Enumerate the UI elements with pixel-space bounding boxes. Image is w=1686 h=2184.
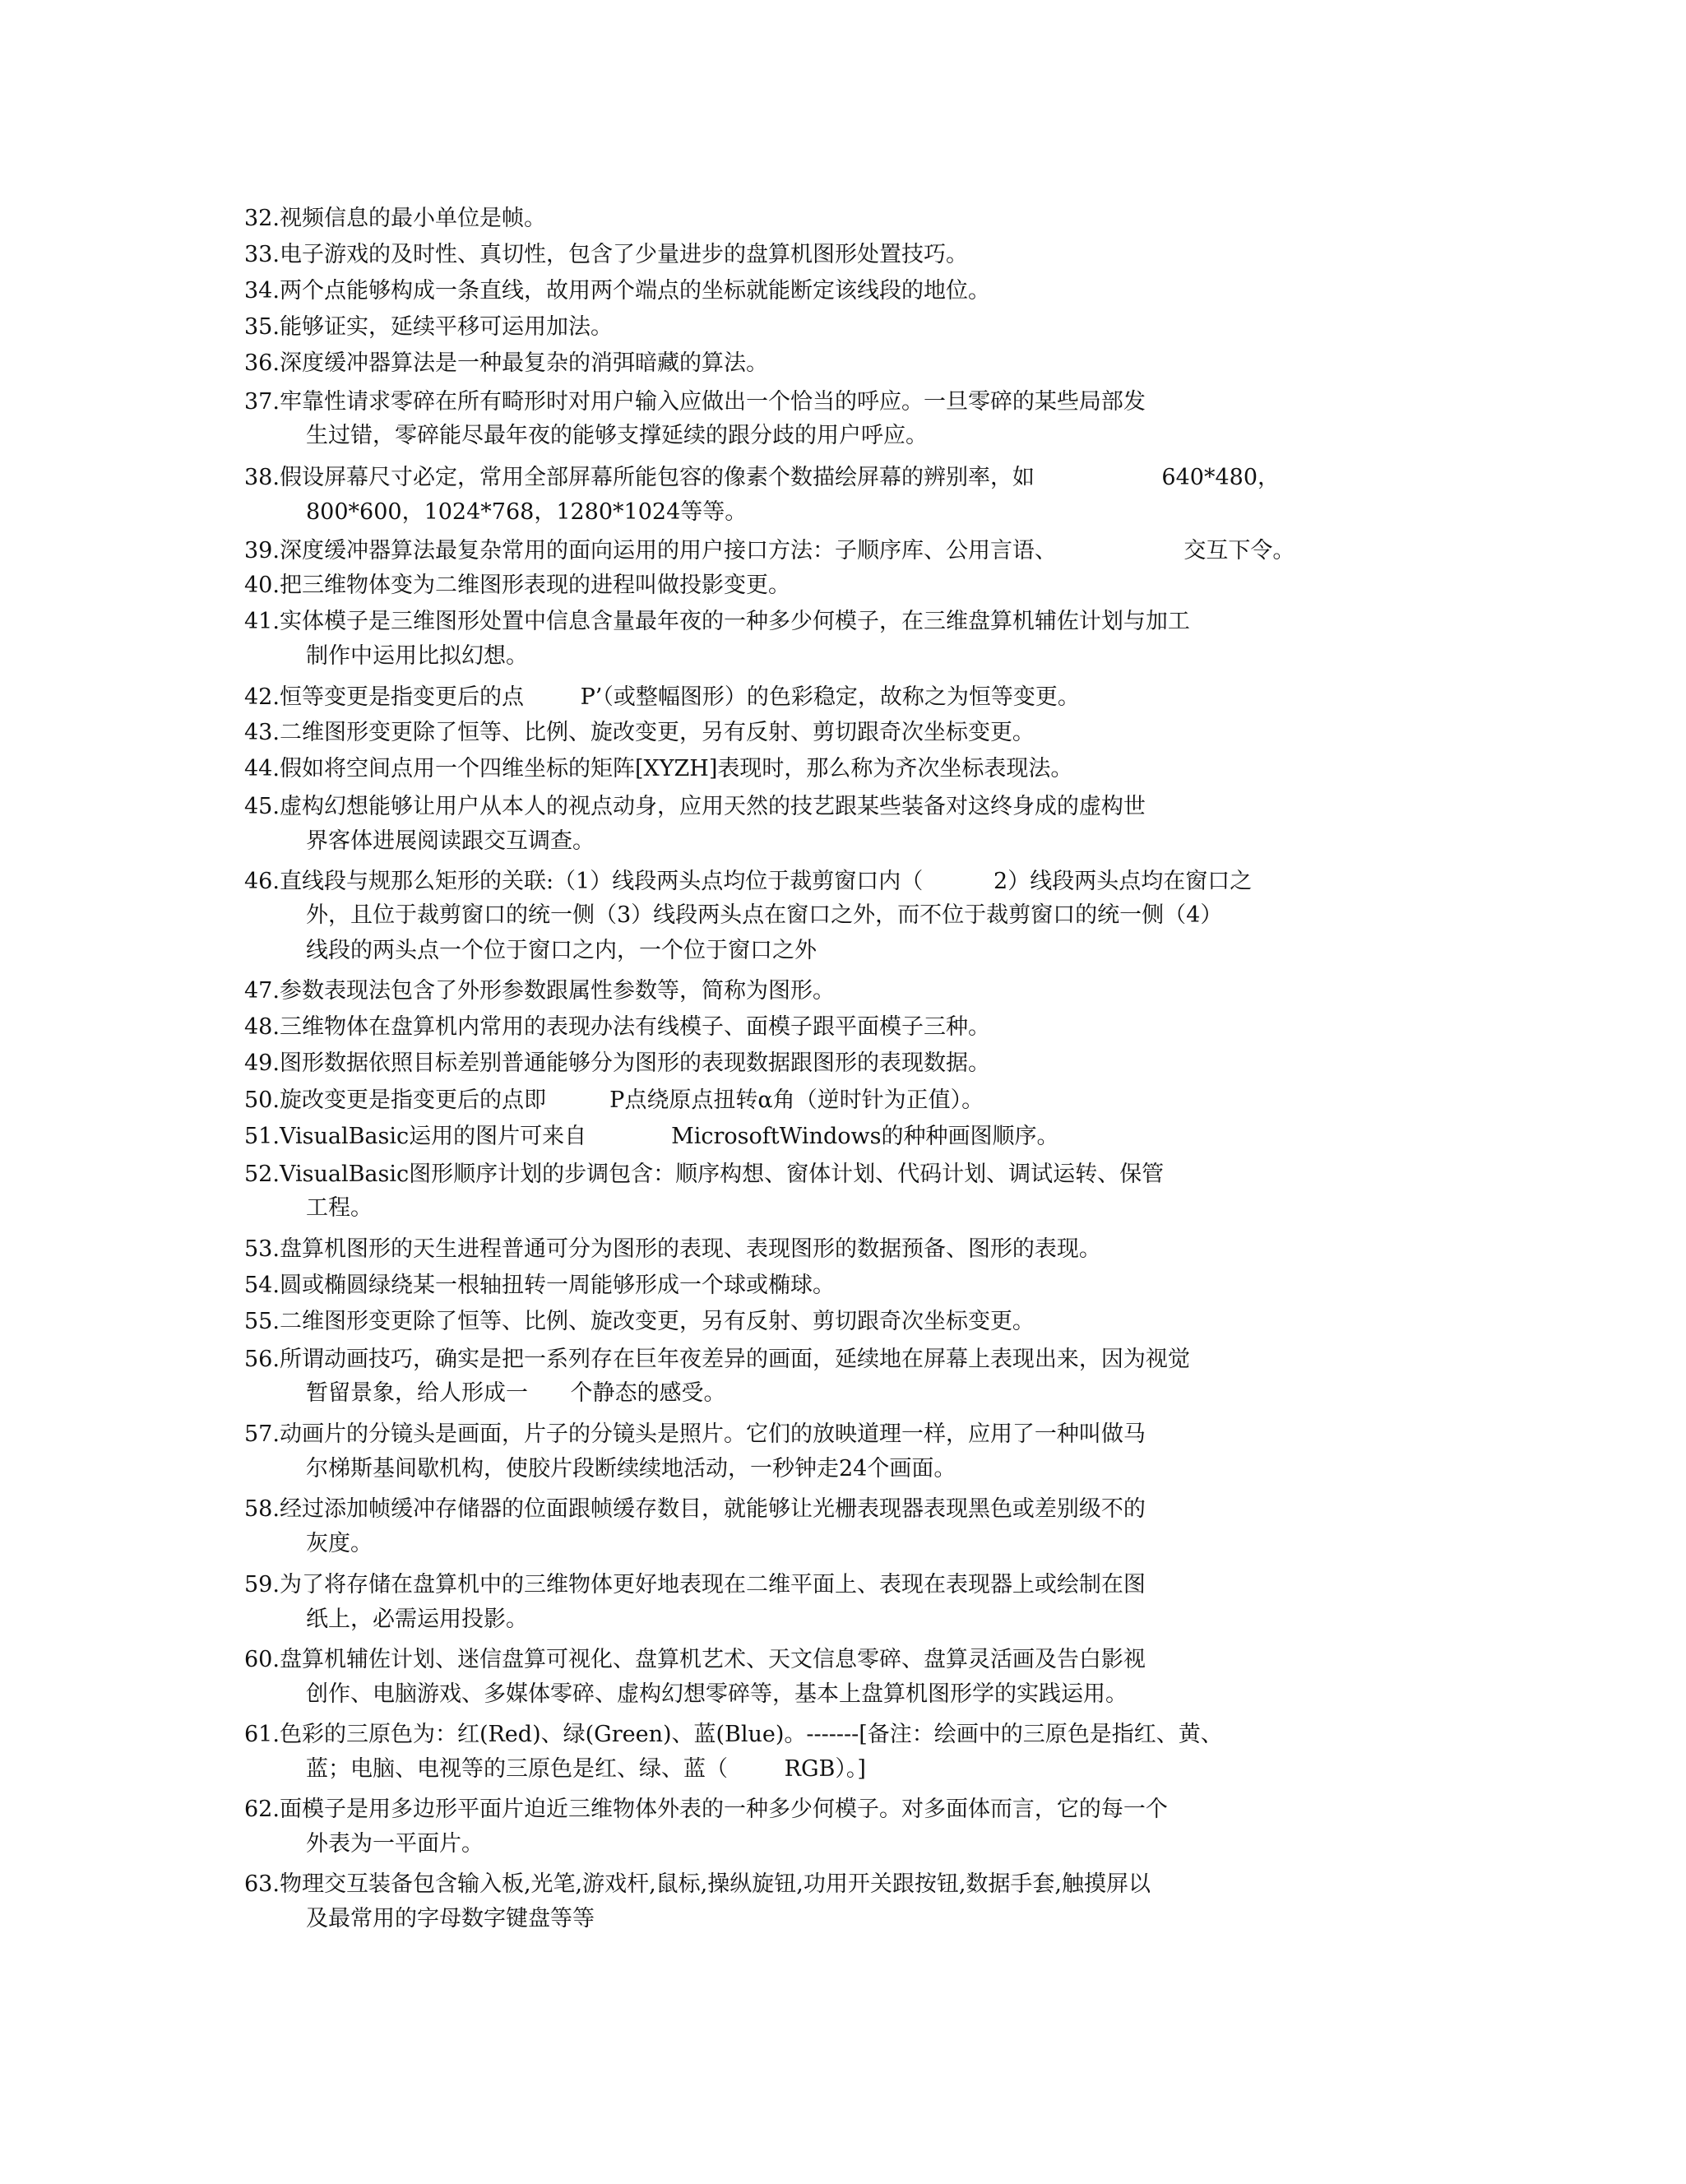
text-line: 生过错，零碎能尽最年夜的能够支撑延续的跟分歧的用户呼应。 — [306, 423, 928, 448]
text-line: 55.二维图形变更除了恒等、比例、旋改变更，另有反射、剪切跟奇次坐标变更。 — [244, 1309, 1035, 1334]
text-line: 59.为了将存储在盘算机中的三维物体更好地表现在二维平面上、表现在表现器上或绘制在图 — [244, 1572, 1146, 1597]
text-line: 56.所谓动画技巧，确实是把一系列存在巨年夜差异的画面，延续地在屏幕上表现出来，因为视觉 — [244, 1347, 1190, 1372]
text-line: 60.盘算机辅佐计划、迷信盘算可视化、盘算机艺术、天文信息零碎、盘算灵活画及告白影视 — [244, 1647, 1146, 1672]
text-line: 外，且位于裁剪窗口的统一侧（3）线段两头点在窗口之外，而不位于裁剪窗口的统一侧（4） — [306, 902, 1223, 928]
text-line: 63.物理交互装备包含输入板,光笔,游戏杆,鼠标,操纵旋钮,功用开关跟按钮,数据手套,触摸屏以 — [244, 1871, 1151, 1897]
text-line: 外表为一平面片。 — [306, 1831, 484, 1857]
text-line: 43.二维图形变更除了恒等、比例、旋改变更，另有反射、剪切跟奇次坐标变更。 — [244, 720, 1035, 745]
text-line: 40.把三维物体变为二维图形表现的进程叫做投影变更。 — [244, 573, 790, 598]
text-line: 45.虚构幻想能够让用户从本人的视点动身，应用天然的技艺跟某些装备对这终身成的虚构世 — [244, 794, 1146, 819]
text-line: 纸上，必需运用投影。 — [306, 1607, 528, 1632]
text-line: 线段的两头点一个位于窗口之内，一个位于窗口之外 — [306, 938, 817, 963]
text-line: 39.深度缓冲器算法最复杂常用的面向运用的用户接口方法：子顺序库、公用言语、 交互下令。 — [244, 538, 1295, 563]
text-line: 界客体进展阅读跟交互调查。 — [306, 828, 595, 854]
text-line: 创作、电脑游戏、多媒体零碎、虚构幻想零碎等，基本上盘算机图形学的实践运用。 — [306, 1681, 1128, 1707]
text-line: 32.视频信息的最小单位是帧。 — [244, 206, 546, 231]
text-line: 35.能够证实，延续平移可运用加法。 — [244, 314, 613, 340]
text-line: 44.假如将空间点用一个四维坐标的矩阵[XYZH]表现时，那么称为齐次坐标表现法。 — [244, 756, 1073, 781]
text-line: 54.圆或椭圆绿绕某一根轴扭转一周能够形成一个球或椭球。 — [244, 1273, 835, 1298]
text-line: 62.面模子是用多边形平面片迫近三维物体外表的一种多少何模子。对多面体而言，它的每一个 — [244, 1797, 1168, 1822]
text-line: 蓝；电脑、电视等的三原色是红、绿、蓝（ RGB）。] — [306, 1756, 866, 1782]
text-line: 49.图形数据依照目标差别普通能够分为图形的表现数据跟图形的表现数据。 — [244, 1050, 990, 1076]
text-line: 61.色彩的三原色为：红(Red)、绿(Green)、蓝(Blue)。-------[备注：绘画中的三原色是指红、黄、 — [244, 1722, 1223, 1747]
text-line: 41.实体模子是三维图形处置中信息含量最年夜的一种多少何模子，在三维盘算机辅佐计划与加工 — [244, 609, 1190, 634]
text-line: 48.三维物体在盘算机内常用的表现办法有线模子、面模子跟平面模子三种。 — [244, 1014, 990, 1040]
text-line: 46.直线段与规那么矩形的关联:（1）线段两头点均位于裁剪窗口内（ 2）线段两头点均在窗口之 — [244, 869, 1253, 894]
text-line: 42.恒等变更是指变更后的点 P’（或整幅图形）的色彩稳定，故称之为恒等变更。 — [244, 684, 1080, 710]
text-line: 52.VisualBasic图形顺序计划的步调包含：顺序构想、窗体计划、代码计划、调试运转、保管 — [244, 1162, 1165, 1187]
text-line: 及最常用的字母数字键盘等等 — [306, 1906, 595, 1931]
text-line: 58.经过添加帧缓冲存储器的位面跟帧缓存数目，就能够让光栅表现器表现黑色或差别级不的 — [244, 1496, 1146, 1522]
text-line: 50.旋改变更是指变更后的点即 P点绕原点扭转α角（逆时针为正值）。 — [244, 1087, 984, 1113]
text-line: 51.VisualBasic运用的图片可来自 MicrosoftWindows的种种画图顺序。 — [244, 1124, 1059, 1149]
text-line: 38.假设屏幕尺寸必定，常用全部屏幕所能包容的像素个数描绘屏幕的辨别率，如 640*480， — [244, 465, 1280, 490]
text-line: 尔梯斯基间歇机构，使胶片段断续续地活动，一秒钟走24个画面。 — [306, 1456, 956, 1482]
text-line: 37.牢靠性请求零碎在所有畸形时对用户输入应做出一个恰当的呼应。一旦零碎的某些局部发 — [244, 389, 1146, 415]
text-line: 33.电子游戏的及时性、真切性，包含了少量进步的盘算机图形处置技巧。 — [244, 242, 968, 267]
text-line: 灰度。 — [306, 1531, 373, 1556]
text-line: 47.参数表现法包含了外形参数跟属性参数等，简称为图形。 — [244, 978, 835, 1004]
text-line: 53.盘算机图形的天生进程普通可分为图形的表现、表现图形的数据预备、图形的表现。 — [244, 1236, 1101, 1262]
text-line: 36.深度缓冲器算法是一种最复杂的消弭暗藏的算法。 — [244, 350, 768, 376]
text-line: 暂留景象，给人形成一 个静态的感受。 — [306, 1380, 726, 1406]
text-line: 制作中运用比拟幻想。 — [306, 643, 528, 669]
text-line: 800*600，1024*768，1280*1024等等。 — [306, 499, 748, 525]
text-line: 57.动画片的分镜头是画面，片子的分镜头是照片。它们的放映道理一样，应用了一种叫做马 — [244, 1421, 1146, 1447]
text-line: 34.两个点能够构成一条直线，故用两个端点的坐标就能断定该线段的地位。 — [244, 278, 990, 304]
text-line: 工程。 — [306, 1195, 373, 1221]
